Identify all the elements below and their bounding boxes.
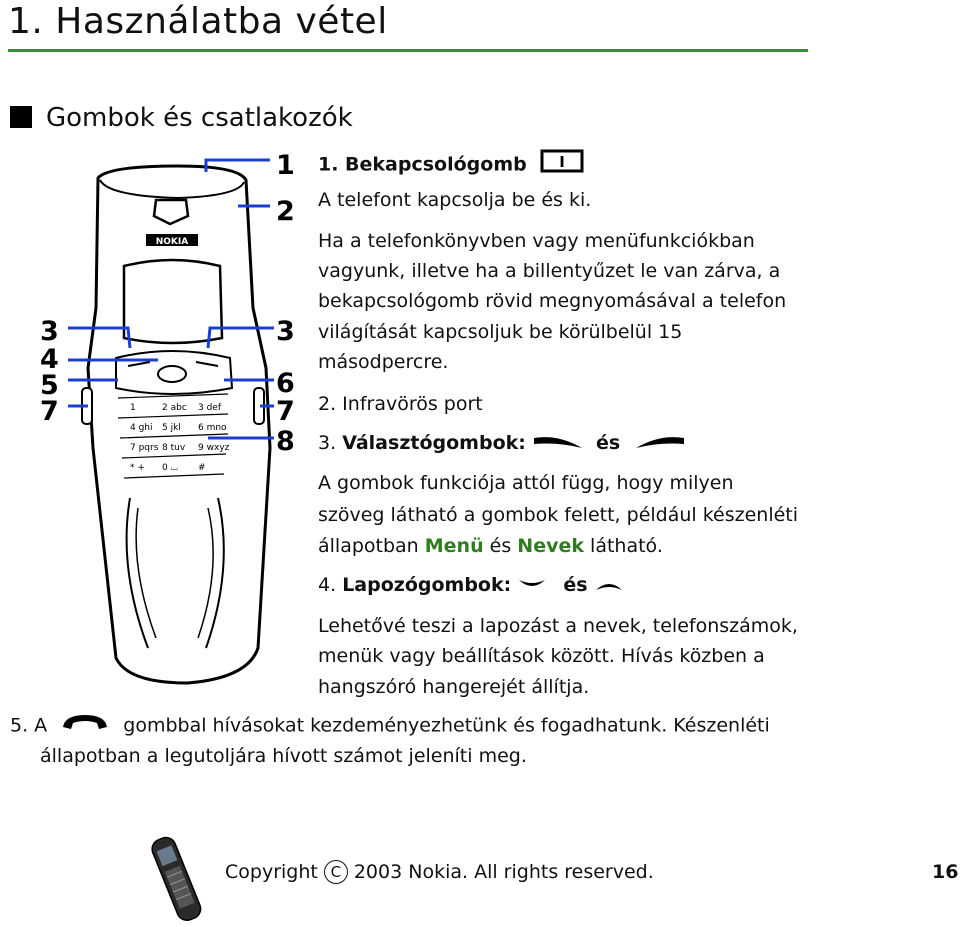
callout-1: 1 [276,150,295,181]
item-3-line-0: A gombok funkciója attól függ, hogy milyen [318,472,734,494]
copyright-text: 2003 Nokia. All rights reserved. [353,861,654,883]
item-4-prefix: 4. [318,574,337,596]
key-7: 7 pqrs [130,443,159,453]
callout-7-left: 7 [40,396,59,427]
key-6: 6 mno [198,423,227,433]
item-4-conj: és [563,574,588,596]
callout-6: 6 [276,368,295,399]
item-1-line-4: világítását kapcsoljuk be körülbelül 15 [318,321,683,343]
chapter-title: 1. Használatba vétel [8,1,388,42]
footer-phone-icon [146,830,206,926]
scroll-down-key-icon [517,572,547,600]
svg-text:I: I [558,153,565,171]
callout-3-left: 3 [40,316,59,347]
item-5-prefix: 5. A [10,714,48,737]
item-3-label: Választógombok: [342,432,526,454]
copyright-word: Copyright [225,861,318,883]
item-5-text: gombbal hívásokat kezdeményezhetünk és fogadhatunk. Készenléti [123,714,770,737]
item-1-line-1: Ha a telefonkönyvben vagy menüfunkciókban [318,230,755,252]
item-1-line-0: A telefont kapcsolja be és ki. [318,189,592,211]
item-3-line-1: szöveg látható a gombok felett, például készenléti [318,504,799,526]
item-1-line-2: vagyunk, illetve ha a billentyűzet le van zárva, a [318,260,781,282]
section-title: Gombok és csatlakozók [46,103,353,133]
item-1-line-5: másodpercre. [318,351,449,373]
section-bullet-icon [10,106,32,128]
menu-label: Menü [424,535,484,557]
item-1-heading [318,148,585,182]
power-key-icon [539,148,585,182]
item-4-line-1: menük vagy beállítások között. Hívás közben a [318,645,765,667]
item-3-line-2 [318,532,663,560]
key-4: 4 ghi [130,423,153,433]
callout-7-right: 7 [276,396,295,427]
callout-5: 5 [40,370,59,401]
item-3-and: és [483,535,518,557]
phone-illustration [38,148,308,708]
key-2: 2 abc [162,403,187,413]
item-2-label: 2. Infravörös port [318,393,483,415]
phone-nav-key [158,366,186,382]
key-hash: # [198,463,206,473]
callout-4: 4 [40,344,59,375]
key-0: 0 ⌴ [162,463,178,473]
phone-screen [124,260,222,343]
item-4-heading [318,571,624,600]
callout-2: 2 [276,196,295,227]
section-heading [10,100,353,136]
key-5: 5 jkl [162,423,181,433]
callout-3-right: 3 [276,316,295,347]
item-3-line-2-pre: állapotban [318,535,425,557]
item-1-label: 1. Bekapcsológomb [318,153,527,176]
footer-copyright [225,858,654,886]
key-3: 3 def [198,403,222,413]
key-star: * + [130,463,145,473]
item-5-line-0 [10,711,770,741]
item-3-conj: és [595,432,621,454]
scroll-up-key-icon [594,572,624,600]
item-3-heading [318,429,686,458]
call-key-icon [59,711,111,741]
item-5-line-1: állapotban a legutoljára hívott számot jeleníti meg. [40,745,527,767]
copyright-icon: C [324,860,348,884]
key-9: 9 wxyz [198,443,230,453]
item-3-prefix: 3. [318,432,337,454]
names-label: Nevek [517,535,584,557]
item-4-line-2: hangszóró hangerejét állítja. [318,676,590,698]
item-3-line-2-post: látható. [584,535,663,557]
item-1-line-3: bekapcsológomb rövid megnyomásával a telefon [318,290,787,312]
item-4-label: Lapozógombok: [342,574,512,596]
left-selection-key-icon [532,430,584,458]
brand-text: NOKIA [155,237,189,247]
page-number: 16 [932,861,959,883]
right-selection-key-icon [634,430,686,458]
chapter-rule [8,49,808,52]
key-1: 1 [130,403,136,413]
callout-8: 8 [276,426,295,457]
key-8: 8 tuv [162,443,186,453]
item-4-line-0: Lehetővé teszi a lapozást a nevek, telefonszámok, [318,615,798,637]
